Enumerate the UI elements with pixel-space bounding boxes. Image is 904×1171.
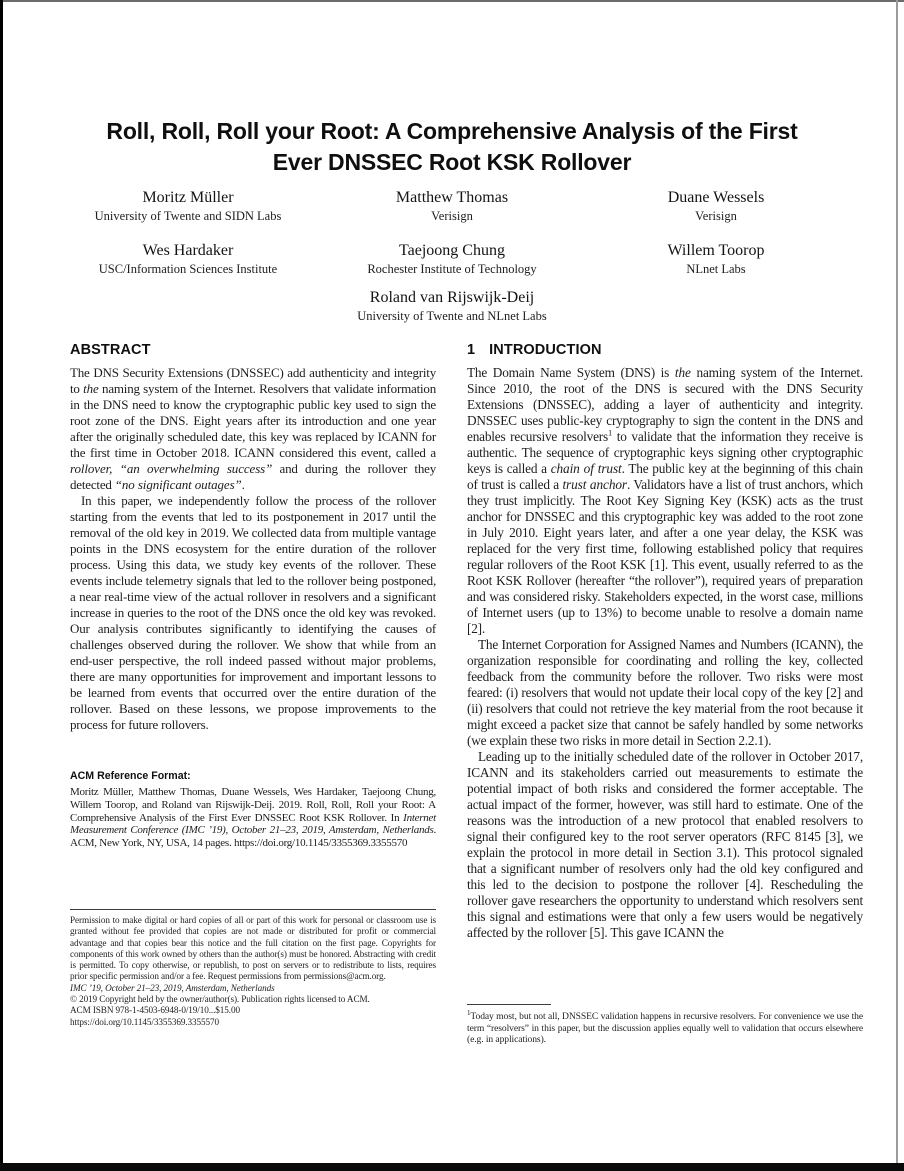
author-moritz-muller xyxy=(56,188,320,224)
section-title: INTRODUCTION xyxy=(489,342,602,358)
intro-paragraph-2: The Internet Corporation for Assigned Names and Numbers (ICANN), the organization responsible for coordinating and rolling the key, collected feedback from the community before the rollover. Two risks were most feared: (i) resolvers that would not update their local copy of the key [2] and (ii) resolvers that could not retrieve the key material from the root because it might exceed a packet size that cannot be safely handled by some networks (we explain these two risks in more detail in Section 2.2.1). xyxy=(467,637,863,748)
abstract-paragraph-2: In this paper, we independently follow the process of the rollover starting from the events that led to its postponement in 2017 until the removal of the old key in 2019. We collected data from multiple vantage points in the DNS ecosystem for the entire duration of the rollover process. Using this data, we study key events of the rollover. These events include telemetry signals that led to the rollover being postponed, a near real-time view of the actual rollover in resolvers and a significant increase in queries to the root of the DNS once the old key was revoked. Our analysis contributes significantly to identifying the causes of challenges observed during the rollover. We show that while from an end-user perspective, the roll indeed passed without major problems, there are many opportunities for improvement and important lessons to be learned from events that occurred over the entire duration of the rollover. Based on these lessons, we propose improvements to the process for future rollovers. xyxy=(70,493,436,732)
paper-title-line-1: Roll, Roll, Roll your Root: A Comprehensive Analysis of the First xyxy=(106,118,798,144)
intro-paragraph-3: Leading up to the initially scheduled date of the rollover in October 2017, ICANN and its stakeholders carried out measurements to estimate the potential impact of both risks and considered the former acceptable. The actual impact of the former, however, was still hard to estimate. One of the reasons was the introduction of a new protocol that enabled resolvers to signal their configured key to the root server operators (RFC 8145 [3], we explain the protocol in more detail in Section 3.1). This protocol signaled that a significant number of resolvers only had the old key configured and this led to the decision to postpone the rollover [4]. Rescheduling the rollover gave researchers the opportunity to understand which resolvers sent this signal and estimations were that only a few users would be negatively affected by the rollover [5]. This gave ICANN the xyxy=(467,749,863,940)
author-wes-hardaker xyxy=(56,241,320,277)
authors-row-3 xyxy=(56,288,848,324)
author-duane-wessels xyxy=(584,188,848,224)
author-affiliation: University of Twente and SIDN Labs xyxy=(94,209,282,223)
permission-text: Permission to make digital or hard copies of all or part of this work for personal or classroom use is granted without fee provided that copies are not made or distributed for profit or commercial advantage and that copies bear this notice and the full citation on the first page. Copyrights for components of this work owned by others than the author(s) must be honored. Abstracting with credit is permitted. To copy otherwise, or republish, to post on servers or to redistribute to lists, requires prior specific permission and/or a fee. Request permissions from permissions@acm.org. xyxy=(70,915,436,982)
author-affiliation: Verisign xyxy=(431,209,473,223)
introduction-section xyxy=(467,341,863,941)
page-left-edge xyxy=(0,0,3,1171)
permission-divider xyxy=(70,909,436,910)
isbn-line: ACM ISBN 978-1-4503-6948-0/19/10...$15.00 xyxy=(70,1005,240,1016)
author-affiliation: University of Twente and NLnet Labs xyxy=(357,309,547,323)
author-matthew-thomas xyxy=(320,188,584,224)
author-roland-van-rijswijk-deij xyxy=(56,288,848,324)
introduction-heading xyxy=(467,341,863,359)
author-name: Duane Wessels xyxy=(667,189,765,206)
page-right-edge xyxy=(896,0,898,1171)
author-name: Taejoong Chung xyxy=(399,242,505,259)
paper-title xyxy=(56,116,848,178)
copyright-line: © 2019 Copyright held by the owner/author(s). Publication rights licensed to ACM. xyxy=(70,994,370,1005)
abstract-paragraph-1: The DNS Security Extensions (DNSSEC) add authenticity and integrity to the naming system of the Internet. Resolvers that validate information in the DNS need to know the cryptographic public key used to sign the root zone of the DNS. Eight years after its introduction and one year after the originally scheduled date, this key was replaced by ICANN for the first time in October 2018. ICANN considered this event, called a rollover, “an overwhelming success” and during the rollover they detected “no significant outages”. xyxy=(70,365,437,492)
acm-reference-text: Moritz Müller, Matthew Thomas, Duane Wessels, Wes Hardaker, Taejoong Chung, Willem Toorop, and Roland van Rijswijk-Deij. 2019. Roll, Roll, Roll your Root: A Comprehensive Analysis of the First Ever DNSSEC Root KSK Rollover. In Internet Measurement Conference (IMC ’19), October 21–23, 2019, Amsterdam, Netherlands. ACM, New York, NY, USA, 14 pages. https://doi.org/10.1145/3355369.3355570 xyxy=(70,786,436,850)
author-affiliation: NLnet Labs xyxy=(686,262,746,276)
author-name: Willem Toorop xyxy=(667,242,765,259)
author-affiliation: Rochester Institute of Technology xyxy=(367,262,537,276)
footnote-divider xyxy=(467,1004,551,1005)
authors-row-1 xyxy=(56,188,848,224)
footnote-body: Today most, but not all, DNSSEC validation happens in recursive resolvers. For convenience we use the term “resolvers” in this paper, but the discussion applies equally well to validation that occurs elsewhere (e.g. in applications). xyxy=(467,1011,863,1046)
page-bottom-edge xyxy=(0,1163,904,1171)
author-name: Wes Hardaker xyxy=(142,242,234,259)
section-number: 1 xyxy=(467,342,476,358)
page-top-edge xyxy=(0,0,904,2)
abstract-heading: ABSTRACT xyxy=(70,342,151,358)
footnote-marker: 1 xyxy=(467,1008,471,1017)
acm-reference-block xyxy=(70,770,436,850)
author-name: Matthew Thomas xyxy=(395,189,509,206)
permission-block xyxy=(70,909,436,1028)
footnote-text xyxy=(467,1008,863,1046)
author-affiliation: USC/Information Sciences Institute xyxy=(98,262,278,276)
author-willem-toorop xyxy=(584,241,848,277)
title-block xyxy=(56,116,848,178)
intro-paragraph-1: The Domain Name System (DNS) is the naming system of the Internet. Since 2010, the root of the DNS is secured with the DNS Security Extensions (DNSSEC), adding a layer of authenticity and integrity. DNSSEC uses public-key cryptography to sign the content in the DNS and enables recursive resolvers$^1$ to validate that the information they receive is authentic. The sequence of cryptographic keys signing other cryptographic keys is called a chain of trust. The public key at the beginning of this chain of trust is called a trust anchor. Validators have a list of trust anchors, which they trust implicitly. The Root Key Signing Key (KSK) acts as the trust anchor for DNSSEC and this cryptographic key was added to the root zone in July 2010. Eight years later, and after a one year delay, the KSK was replaced for the very first time, following established policy that requires regular rollovers of the Root KSK [1]. This event, usually referred to as the Root KSK Rollover (hereafter “the rollover”), required years of preparation and was considered risky. Stakeholders expected, in the worst case, millions of Internet users (up to 13%) to become unable to resolve a domain name [2]. xyxy=(467,365,864,636)
footnote-block xyxy=(467,1004,863,1046)
author-taejoong-chung xyxy=(320,241,584,277)
acm-reference-heading: ACM Reference Format: xyxy=(70,770,191,782)
author-name: Moritz Müller xyxy=(142,189,234,206)
authors-row-2 xyxy=(56,241,848,277)
paper-title-line-2: Ever DNSSEC Root KSK Rollover xyxy=(272,149,632,175)
author-affiliation: Verisign xyxy=(695,209,737,223)
venue-line: IMC ’19, October 21–23, 2019, Amsterdam, Netherlands xyxy=(70,982,275,993)
author-name: Roland van Rijswijk-Deij xyxy=(369,289,535,306)
doi-link[interactable]: https://doi.org/10.1145/3355369.3355570 xyxy=(70,1016,219,1027)
abstract-section xyxy=(70,341,436,733)
